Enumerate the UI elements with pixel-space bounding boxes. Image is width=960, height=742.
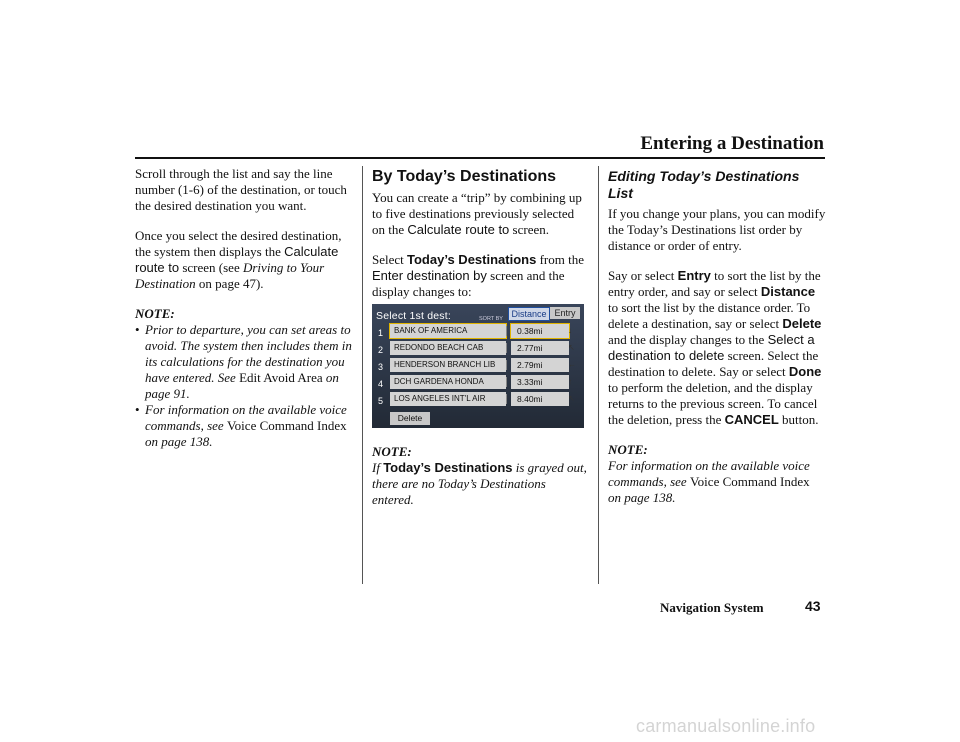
cross-reference: Voice Command Index <box>689 474 810 489</box>
text: If <box>372 460 384 475</box>
column-divider-1 <box>362 166 363 584</box>
screen-name: Calculate route to <box>135 244 339 275</box>
text: on page 91. <box>145 370 339 401</box>
entry-button[interactable]: Entry <box>550 307 580 319</box>
col2-note <box>372 460 590 508</box>
col3-note <box>608 458 826 506</box>
separator <box>506 326 507 336</box>
destination-distance: 3.33mi <box>511 375 569 389</box>
delete-button[interactable]: Delete <box>390 412 430 425</box>
section-heading: By Today’s Destinations <box>372 168 557 185</box>
text: to perform the deletion, and the display returns to the previous screen. To cancel the deletion, press the <box>608 380 818 427</box>
text: to sort the list by the entry order, and say or select <box>608 268 821 299</box>
text: button. <box>778 412 819 427</box>
text: from the <box>536 252 584 267</box>
text: on page 138. <box>608 490 676 505</box>
note-heading: NOTE: <box>372 444 412 459</box>
destination-name: BANK OF AMERICA <box>390 324 506 338</box>
col3-paragraph-1: If you change your plans, you can modify the Today’s Destinations list order by distance or order of entry. <box>608 206 826 253</box>
text: Say or select <box>608 268 678 283</box>
screen-title: Select 1st dest: <box>376 310 451 322</box>
sort-by-label: SORT BY <box>479 316 503 322</box>
text: Select <box>372 252 408 267</box>
text: For information on the available voice commands, see <box>145 402 347 433</box>
cross-reference: Voice Command Index <box>226 418 347 433</box>
nav-screen-screenshot <box>372 304 584 428</box>
note-item <box>135 402 353 450</box>
col2-paragraph-2 <box>372 252 590 300</box>
col1-paragraph-1: Scroll through the list and say the line number (1-6) of the destination, or touch the desired destination you want. <box>135 166 347 213</box>
note-heading: NOTE: <box>608 442 648 457</box>
column-divider-2 <box>598 166 599 584</box>
row-number: 5 <box>378 396 384 406</box>
watermark: carmanualsonline.info <box>636 716 816 736</box>
col1-paragraph-2 <box>135 228 353 292</box>
separator <box>506 343 507 353</box>
col2-paragraph-1 <box>372 190 590 238</box>
destination-row[interactable] <box>372 340 584 357</box>
cross-reference: Edit Avoid Area <box>239 370 323 385</box>
screen-name: Calculate route to <box>407 222 510 237</box>
text: is grayed out, there are no Today’s Destinations entered. <box>372 460 587 507</box>
column-1 <box>135 166 353 450</box>
note-heading: NOTE: <box>135 306 175 321</box>
page-number: 43 <box>805 598 821 614</box>
note-list <box>135 322 353 450</box>
text: Prior to departure, you can set areas to avoid. The system then includes them in its calculations for the destination you have entered. See <box>145 322 352 385</box>
direction-arrow-icon: ↖ <box>568 343 575 352</box>
direction-arrow-icon: ↖ <box>568 394 575 403</box>
screen-name: Enter destination by <box>372 268 487 283</box>
menu-option: Today’s Destinations <box>407 252 537 267</box>
text: on page 138. <box>145 434 213 449</box>
destination-distance: 2.79mi <box>511 358 569 372</box>
text: For information on the available voice commands, see <box>608 458 810 489</box>
text: on page 47). <box>195 276 264 291</box>
menu-option: CANCEL <box>724 412 779 427</box>
column-2 <box>372 166 590 522</box>
menu-option: Entry <box>677 268 711 283</box>
text: screen. <box>509 222 549 237</box>
destination-distance: 8.40mi <box>511 392 569 406</box>
direction-arrow-icon: ← <box>568 360 576 369</box>
menu-option: Today’s Destinations <box>383 460 513 475</box>
direction-arrow-icon: ↑ <box>568 377 572 386</box>
separator <box>506 394 507 404</box>
header-rule <box>135 157 825 159</box>
menu-option: Delete <box>782 316 822 331</box>
row-number: 3 <box>378 362 384 372</box>
text: Once you select the desired destination, the system then displays the <box>135 228 342 259</box>
separator <box>506 360 507 370</box>
text: to sort the list by the distance order. To delete a destination, say or select <box>608 300 811 331</box>
direction-arrow-icon: ↓ <box>568 326 572 335</box>
destination-distance: 2.77mi <box>511 341 569 355</box>
col3-paragraph-2 <box>608 268 826 428</box>
cross-reference: Driving to Your Destination <box>135 260 325 291</box>
destination-name: LOS ANGELES INT'L AIR <box>390 392 506 406</box>
row-number: 1 <box>378 328 384 338</box>
destination-row[interactable] <box>372 391 584 408</box>
screen-name: Select a destination to delete <box>608 332 815 363</box>
text: screen and the display changes to: <box>372 268 565 299</box>
section-title: Entering a Destination <box>640 133 824 154</box>
row-number: 4 <box>378 379 384 389</box>
text: screen (see <box>179 260 243 275</box>
menu-option: Done <box>788 364 822 379</box>
destination-row[interactable] <box>372 357 584 374</box>
text: screen. Select the destination to delete. Say or select <box>608 348 819 379</box>
column-3 <box>608 166 826 520</box>
footer-label: Navigation System <box>660 600 764 615</box>
destination-name: REDONDO BEACH CAB <box>390 341 506 355</box>
destination-row[interactable] <box>372 374 584 391</box>
row-number: 2 <box>378 345 384 355</box>
separator <box>506 377 507 387</box>
text: and the display changes to the <box>608 332 768 347</box>
menu-option: Distance <box>760 284 816 299</box>
destination-name: HENDERSON BRANCH LIB <box>390 358 506 372</box>
subsection-heading: Editing Today’s Destinations List <box>608 168 800 201</box>
text: You can create a “trip” by combining up to five destinations previously selected on the <box>372 190 582 237</box>
note-item <box>135 322 353 402</box>
destination-distance: 0.38mi <box>511 324 569 338</box>
destination-name: DCH GARDENA HONDA <box>390 375 506 389</box>
destination-row[interactable] <box>372 323 584 340</box>
distance-button[interactable]: Distance <box>508 307 550 321</box>
